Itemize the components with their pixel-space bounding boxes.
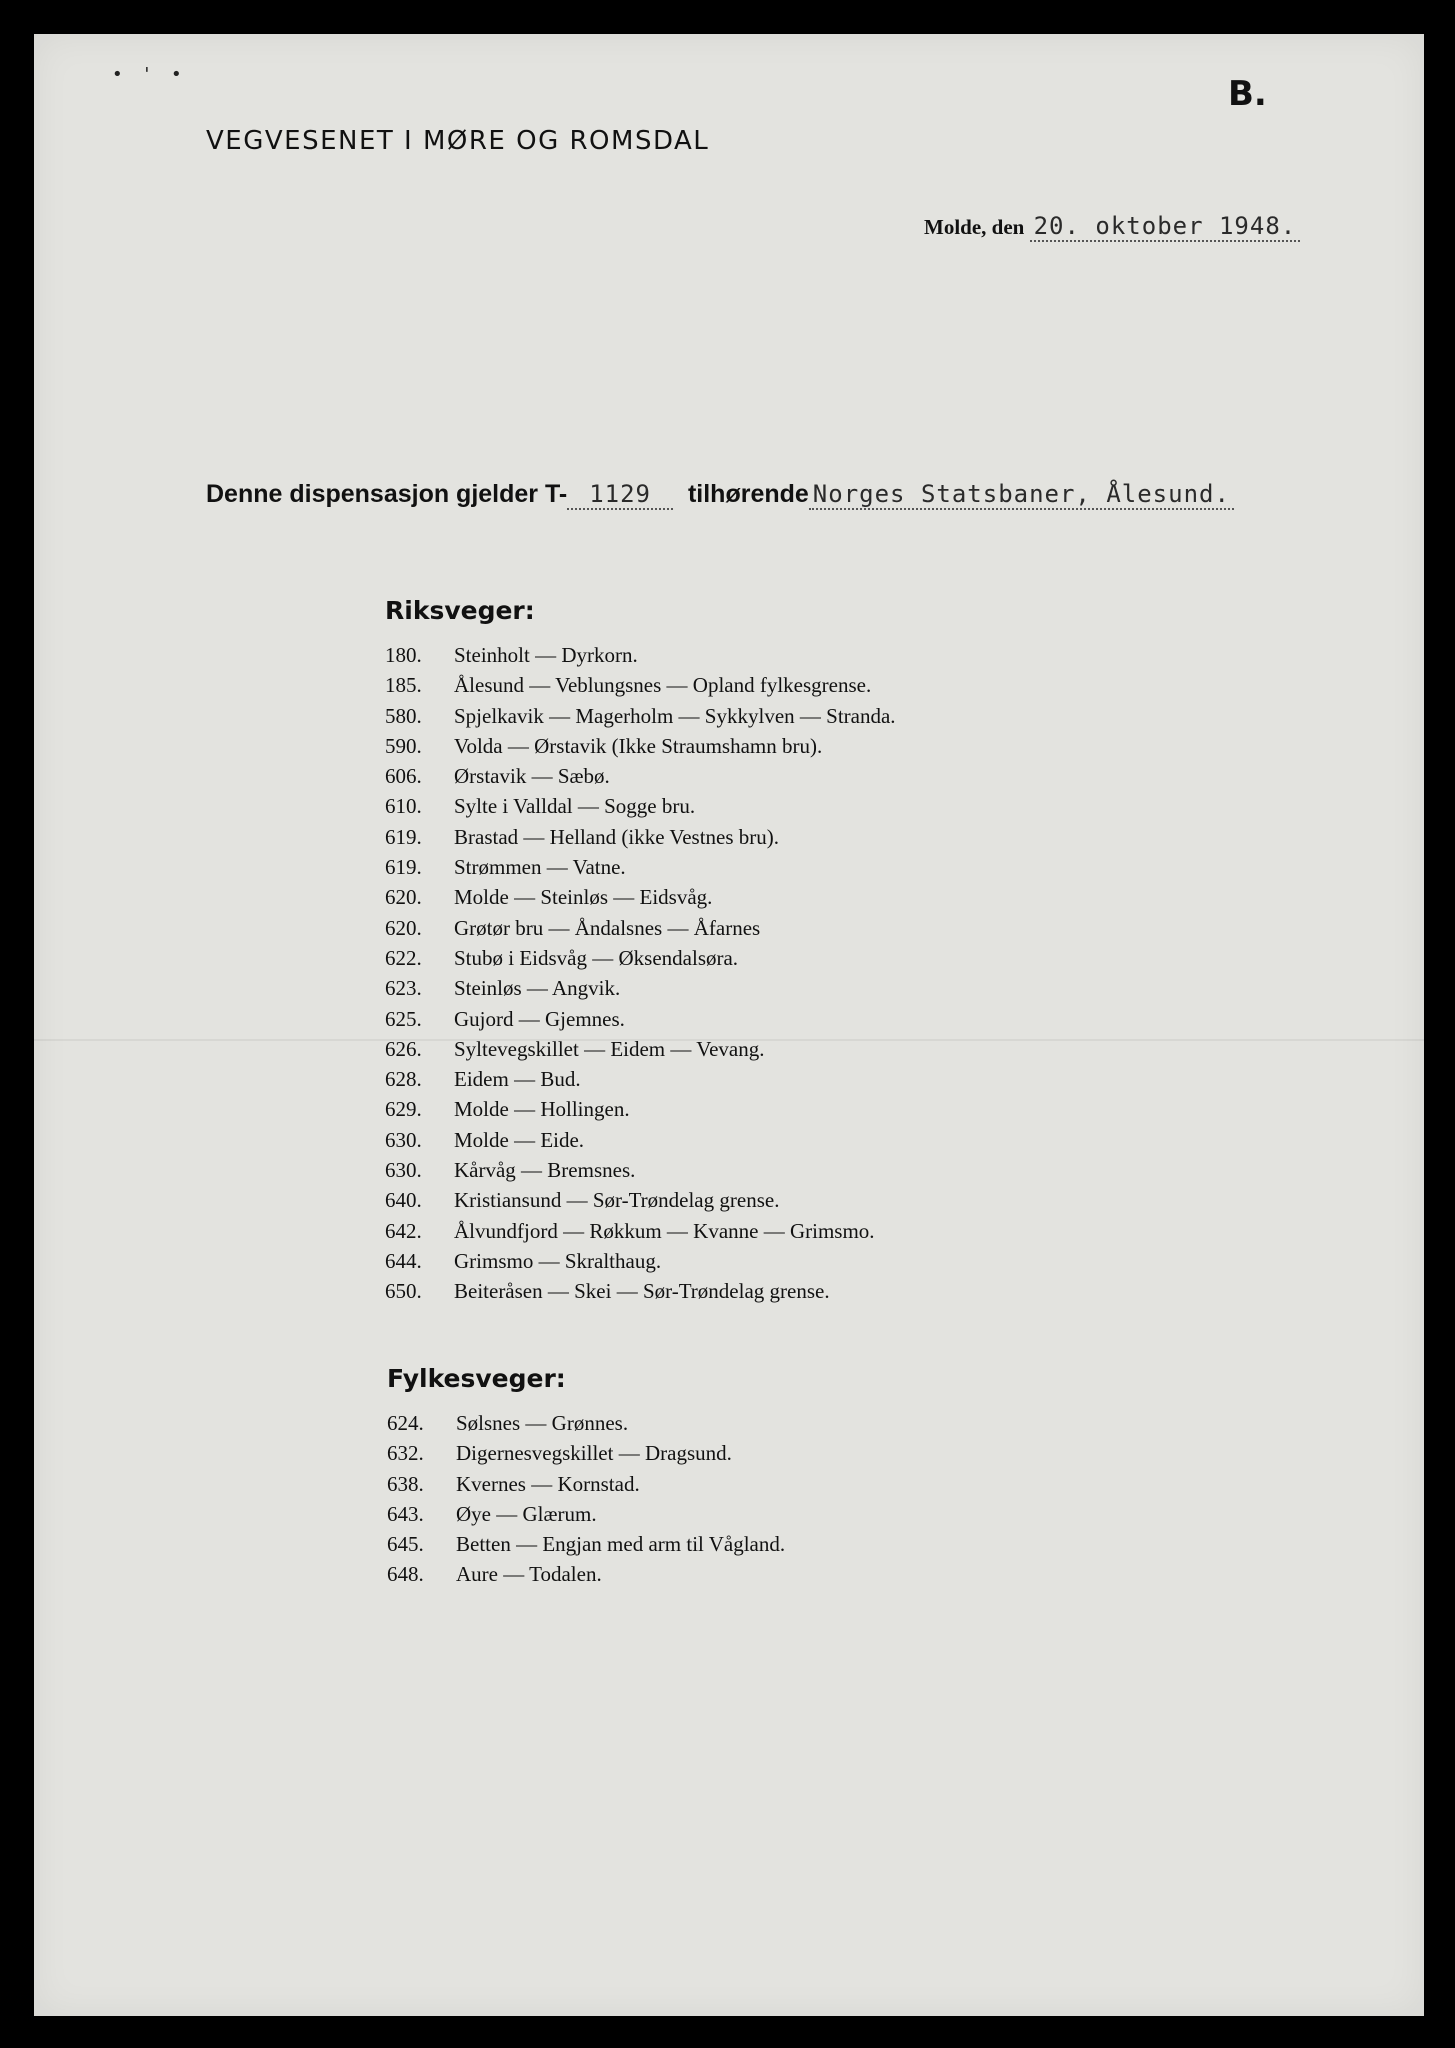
route-item [385, 852, 896, 882]
route-item [385, 973, 896, 1003]
route-description: Ålesund — Veblungsnes — Opland fylkesgrense. [454, 673, 872, 698]
route-description: Kvernes — Kornstad. [456, 1471, 640, 1496]
route-number: 645. [387, 1532, 424, 1557]
route-description: Sølsnes — Grønnes. [456, 1411, 629, 1435]
route-item [387, 1469, 785, 1499]
route-number: 580. [385, 703, 422, 728]
route-number: 640. [385, 1188, 422, 1213]
route-description: Molde — Eide. [454, 1127, 585, 1152]
dispensation-prefix: Denne dispensasjon gjelder T- [206, 480, 568, 508]
route-number: 626. [385, 1036, 422, 1061]
riksveger-list [385, 640, 896, 1307]
route-description: Strømmen — Vatne. [454, 855, 626, 880]
owner-label: tilhørende [687, 480, 809, 508]
route-description: Molde — Hollingen. [454, 1097, 630, 1122]
route-item [385, 791, 896, 821]
route-number: 624. [387, 1411, 424, 1435]
route-item [385, 640, 896, 670]
route-item [385, 882, 896, 912]
route-number: 610. [385, 794, 422, 819]
route-item [385, 1246, 896, 1276]
route-description: Brastad — Helland (ikke Vestnes bru). [454, 824, 780, 849]
route-item [385, 731, 896, 761]
route-description: Kristiansund — Sør-Trøndelag grense. [454, 1188, 780, 1213]
route-description: Ålvundfjord — Røkkum — Kvanne — Grimsmo. [454, 1218, 875, 1243]
corner-mark: B. [1228, 74, 1267, 114]
route-description: Digernesvegskillet — Dragsund. [456, 1441, 732, 1466]
route-item [387, 1408, 785, 1438]
route-item [387, 1438, 785, 1468]
route-number: 648. [387, 1562, 424, 1587]
dispensation-line [206, 480, 1234, 509]
route-item [385, 1216, 896, 1246]
route-description: Volda — Ørstavik (Ikke Straumshamn bru). [454, 733, 823, 758]
route-number: 622. [385, 945, 422, 970]
route-number: 638. [387, 1471, 424, 1496]
route-number: 650. [385, 1279, 422, 1304]
route-item [385, 670, 896, 700]
route-item [385, 913, 896, 943]
route-item [387, 1529, 785, 1559]
route-number: 644. [385, 1248, 422, 1273]
route-number: 623. [385, 976, 422, 1001]
t-number: 1129 [567, 480, 673, 510]
route-description: Eidem — Bud. [454, 1067, 581, 1092]
ink-specks: • ' • [112, 64, 190, 85]
route-description: Grimsmo — Skralthaug. [454, 1248, 662, 1273]
document-page [34, 34, 1424, 2016]
route-description: Sylte i Valldal — Sogge bru. [454, 794, 696, 819]
route-number: 642. [385, 1218, 422, 1243]
date-value: 20. oktober 1948. [1030, 212, 1301, 242]
fylkesveger-heading: Fylkesveger: [387, 1364, 566, 1393]
route-item [385, 1125, 896, 1155]
route-item [385, 1004, 896, 1034]
route-item [385, 1185, 896, 1215]
owner-value: Norges Statsbaner, Ålesund. [809, 480, 1234, 510]
organization-heading: VEGVESENET I MØRE OG ROMSDAL [206, 126, 710, 156]
route-item [385, 1064, 896, 1094]
route-item [385, 1155, 896, 1185]
route-item [385, 1034, 896, 1064]
route-number: 625. [385, 1006, 422, 1031]
riksveger-heading: Riksveger: [385, 596, 535, 625]
route-description: Gujord — Gjemnes. [454, 1006, 625, 1031]
route-number: 185. [385, 673, 422, 698]
route-item [385, 761, 896, 791]
route-description: Betten — Engjan med arm til Vågland. [456, 1532, 786, 1557]
route-number: 590. [385, 733, 422, 758]
route-description: Aure — Todalen. [456, 1562, 602, 1587]
route-item [385, 1276, 896, 1306]
route-item [385, 1094, 896, 1124]
route-item [387, 1499, 785, 1529]
route-description: Grøtør bru — Åndalsnes — Åfarnes [454, 915, 761, 940]
route-number: 606. [385, 764, 422, 789]
route-item [387, 1559, 785, 1589]
route-description: Beiteråsen — Skei — Sør-Trøndelag grense. [454, 1279, 830, 1304]
route-number: 630. [385, 1158, 422, 1183]
route-number: 620. [385, 915, 422, 940]
route-item [385, 701, 896, 731]
route-description: Ørstavik — Sæbø. [454, 764, 610, 789]
route-number: 628. [385, 1067, 422, 1092]
route-number: 620. [385, 885, 422, 910]
route-number: 619. [385, 855, 422, 880]
route-description: Syltevegskillet — Eidem — Vevang. [454, 1036, 765, 1061]
route-number: 643. [387, 1501, 424, 1526]
route-number: 619. [385, 824, 422, 849]
route-description: Stubø i Eidsvåg — Øksendalsøra. [454, 945, 739, 970]
fylkesveger-list [387, 1408, 785, 1590]
route-description: Spjelkavik — Magerholm — Sykkylven — Stranda. [454, 703, 896, 728]
route-number: 630. [385, 1127, 422, 1152]
route-description: Steinløs — Angvik. [454, 976, 621, 1001]
date-prefix: Molde, den [924, 215, 1025, 239]
route-number: 629. [385, 1097, 422, 1122]
route-description: Kårvåg — Bremsnes. [454, 1158, 636, 1183]
route-item [385, 943, 896, 973]
route-description: Molde — Steinløs — Eidsvåg. [454, 885, 713, 910]
route-number: 632. [387, 1441, 424, 1466]
route-description: Steinholt — Dyrkorn. [454, 643, 638, 667]
route-item [385, 822, 896, 852]
route-description: Øye — Glærum. [456, 1501, 597, 1526]
route-number: 180. [385, 643, 422, 667]
date-line [924, 212, 1300, 240]
